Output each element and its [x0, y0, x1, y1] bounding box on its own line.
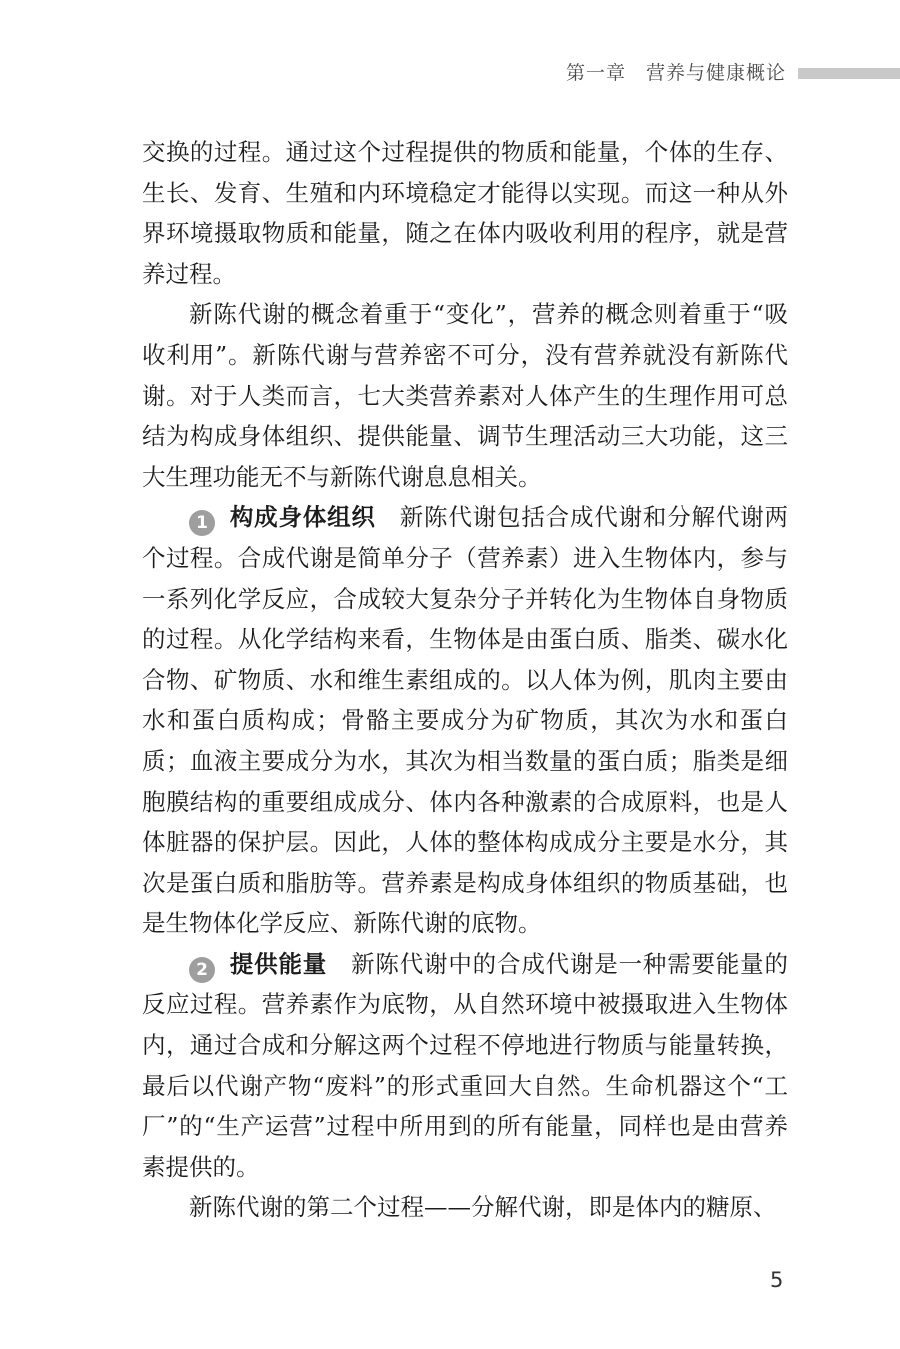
- header-bar: [798, 68, 900, 79]
- section-paragraph-2: [142, 944, 788, 1188]
- running-header: [0, 56, 900, 90]
- number-badge-2: 2: [189, 957, 215, 983]
- paragraph: 交换的过程。通过这个过程提供的物质和能量，个体的生存、生长、发育、生殖和内环境稳定才能得以实现。而这一种从外界环境摄取物质和能量，随之在体内吸收利用的程序，就是营养过程。: [142, 138, 788, 288]
- section-paragraph-1: [142, 497, 788, 944]
- body-text: [142, 132, 788, 1228]
- chapter-title: 第一章 营养与健康概论: [565, 62, 786, 84]
- paragraph: 新陈代谢的第二个过程——分解代谢，即是体内的糖原、: [189, 1193, 777, 1222]
- section-text: 新陈代谢中的合成代谢是一种需要能量的反应过程。营养素作为底物，从自然环境中被摄取进入生物体内，通过合成和分解这两个过程不停地进行物质与能量转换，最后以代谢产物“废料”的形式重回大自然。生命机器这个“工厂”的“生产运营”过程中所用到的所有能量，同样也是由营养素提供的。: [142, 949, 789, 1181]
- section-text: 新陈代谢包括合成代谢和分解代谢两个过程。合成代谢是简单分子（营养素）进入生物体内，参与一系列化学反应，合成较大复杂分子并转化为生物体自身物质的过程。从化学结构来看，生物体是由蛋白质、脂类、碳水化合物、矿物质、水和维生素组成的。以人体为例，肌肉主要由水和蛋白质构成；骨骼主要成分为矿物质，其次为水和蛋白质；血液主要成分为水，其次为相当数量的蛋白质；脂类是细胞膜结构的重要组成成分、体内各种激素的合成原料，也是人体脏器的保护层。因此，人体的整体构成成分主要是水分，其次是蛋白质和脂肪等。营养素是构成身体组织的物质基础，也是生物体化学反应、新陈代谢的底物。: [142, 503, 789, 938]
- page-number: 5: [770, 1268, 784, 1292]
- section-heading: 构成身体组织: [229, 503, 376, 532]
- number-badge-1: 1: [189, 510, 215, 536]
- paragraph: 新陈代谢的概念着重于“变化”，营养的概念则着重于“吸收利用”。新陈代谢与营养密不可分，没有营养就没有新陈代谢。对于人类而言，七大类营养素对人体产生的生理作用可总结为构成身体组织、提供能量、调节生理活动三大功能，这三大生理功能无不与新陈代谢息息相关。: [142, 300, 788, 491]
- section-heading: 提供能量: [229, 949, 328, 978]
